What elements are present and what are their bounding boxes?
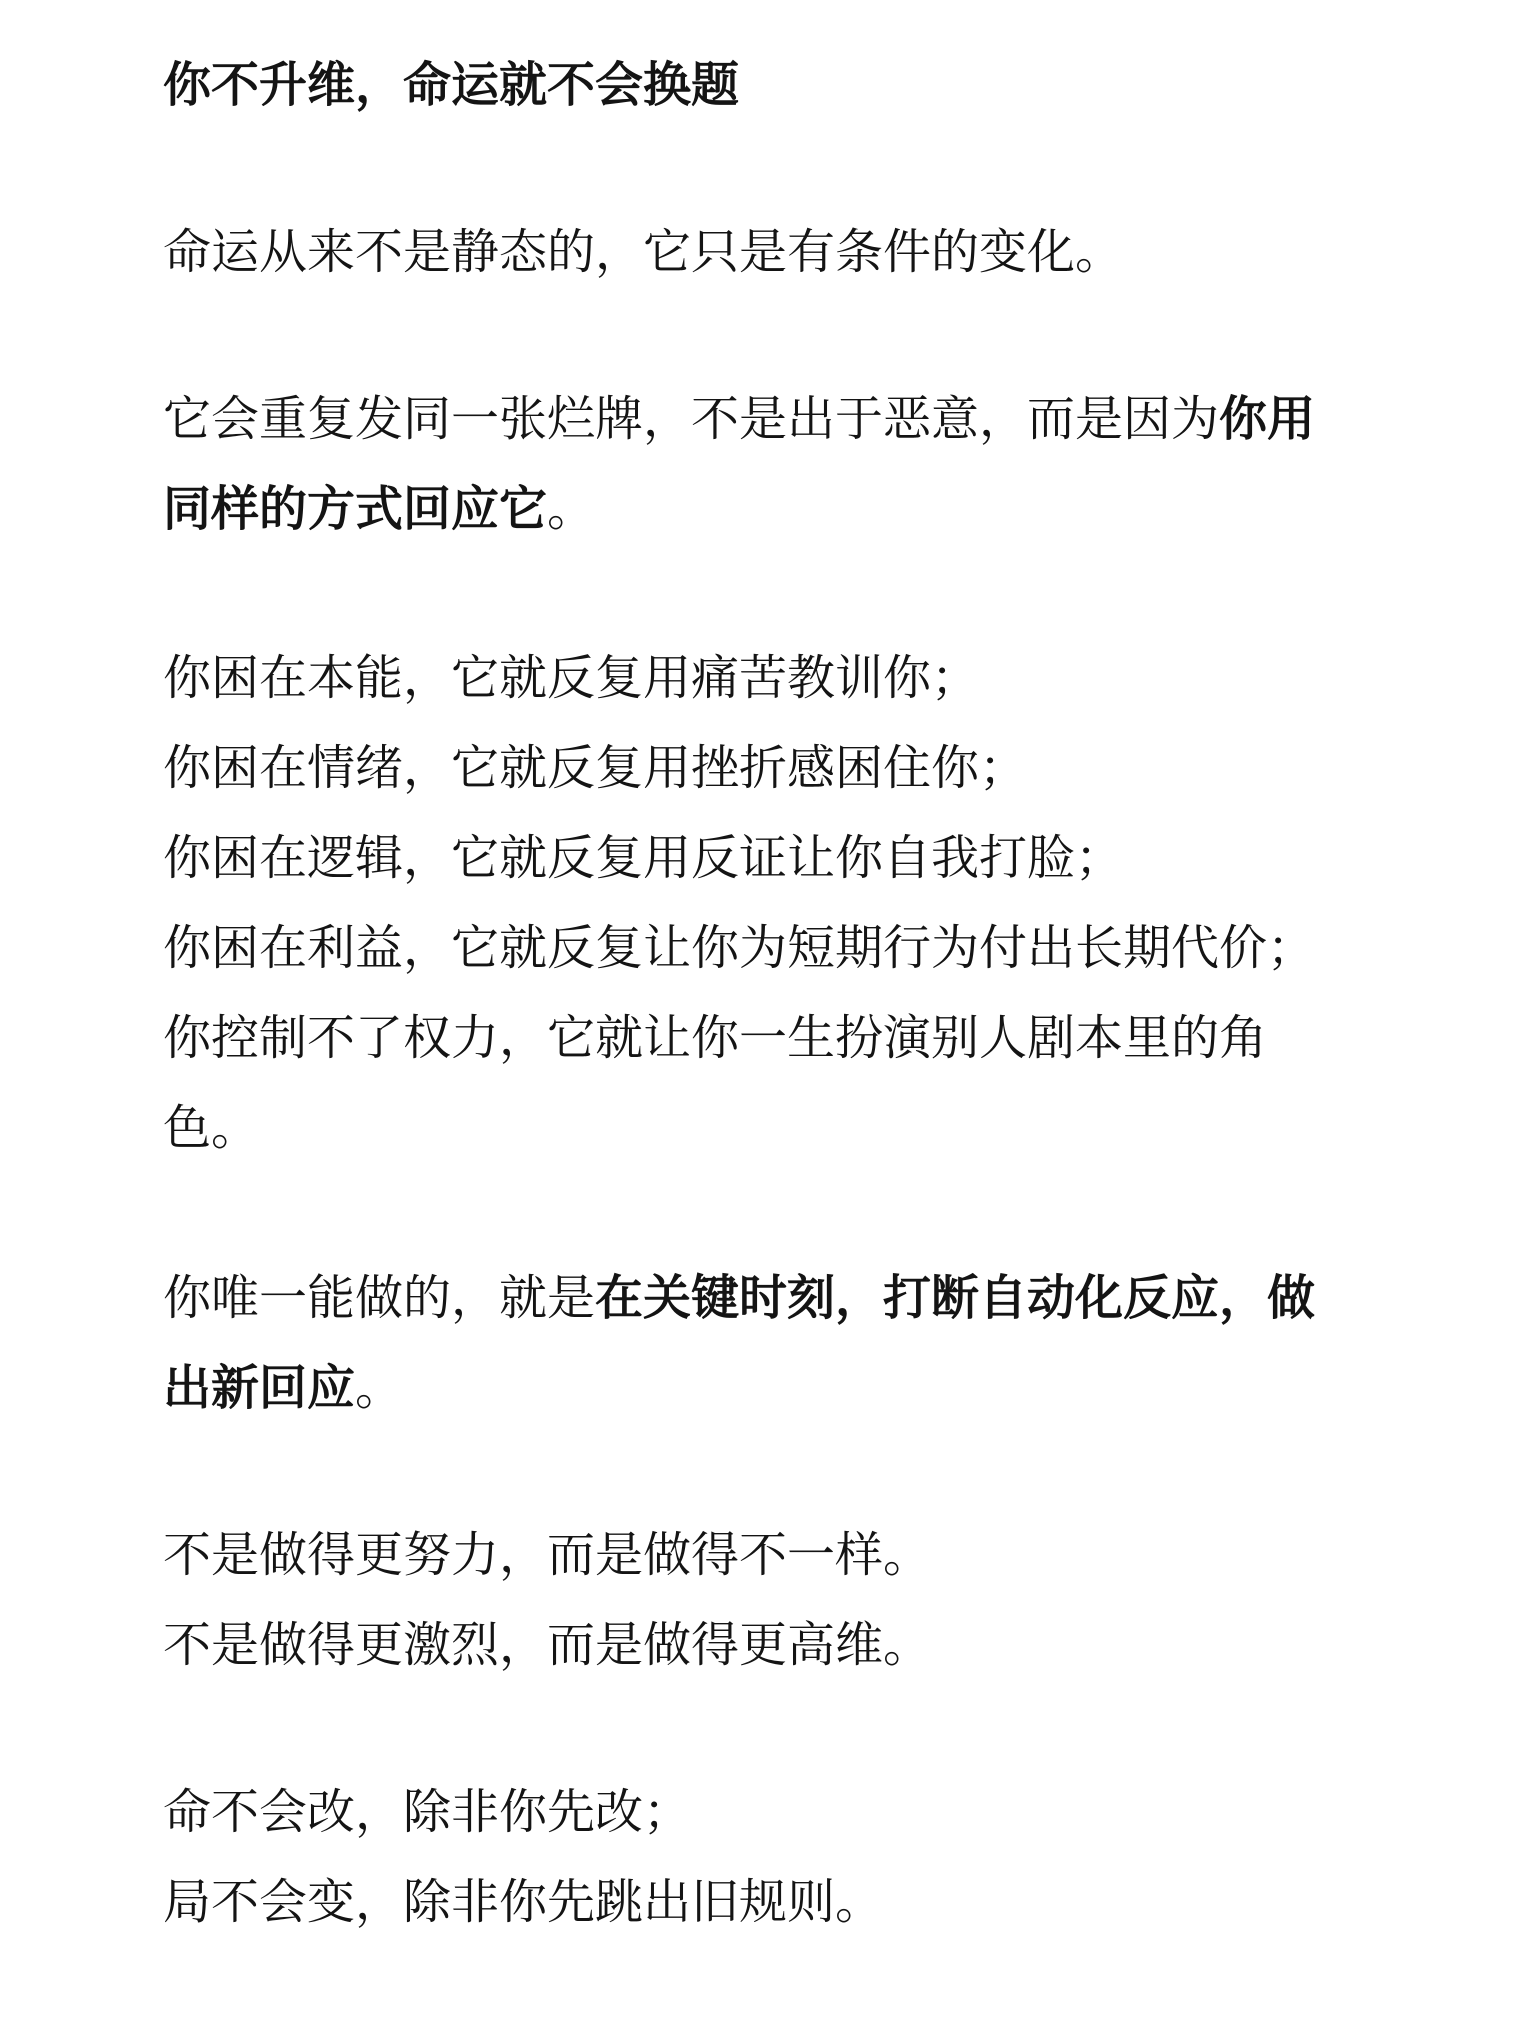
article	[163, 40, 1363, 1947]
paragraph-2-bold: 你用同样的方式回应它	[163, 391, 1316, 537]
paragraph-2-text: 它会重复发同一张烂牌，不是出于恶意，而是因为	[163, 391, 1220, 447]
paragraph-3-line: 你控制不了权力，它就让你一生扮演别人剧本里的角色。	[163, 1010, 1268, 1156]
paragraph-4-end: 。	[355, 1360, 404, 1416]
paragraph-4-bold: 在关键时刻，打断自动化反应，做出新回应	[163, 1270, 1316, 1416]
paragraph-6-line: 局不会变，除非你先跳出旧规则。	[163, 1874, 884, 1930]
paragraph-3-line: 你困在利益，它就反复让你为短期行为付出长期代价；	[163, 920, 1316, 976]
paragraph-3-line: 你困在情绪，它就反复用挫折感困住你；	[163, 740, 1028, 796]
paragraph-5-line: 不是做得更激烈，而是做得更高维。	[163, 1617, 932, 1673]
paragraph-1: 命运从来不是静态的，它只是有条件的变化。	[163, 224, 1124, 280]
paragraph-5-line: 不是做得更努力，而是做得不一样。	[163, 1527, 932, 1583]
paragraph-3-line: 你困在逻辑，它就反复用反证让你自我打脸；	[163, 830, 1124, 886]
paragraph-6	[163, 1767, 1363, 1947]
paragraph-3	[163, 633, 1363, 1173]
paragraph-6-line: 命不会改，除非你先改；	[163, 1784, 692, 1840]
paragraph-4-text: 你唯一能做的，就是	[163, 1270, 596, 1326]
paragraph-4	[163, 1253, 1351, 1433]
paragraph-5	[163, 1510, 1363, 1690]
article-title: 你不升维，命运就不会换题	[163, 57, 740, 113]
paragraph-2-end: 。	[547, 481, 596, 537]
paragraph-3-line: 你困在本能，它就反复用痛苦教训你；	[163, 650, 980, 706]
paragraph-2	[163, 374, 1351, 554]
